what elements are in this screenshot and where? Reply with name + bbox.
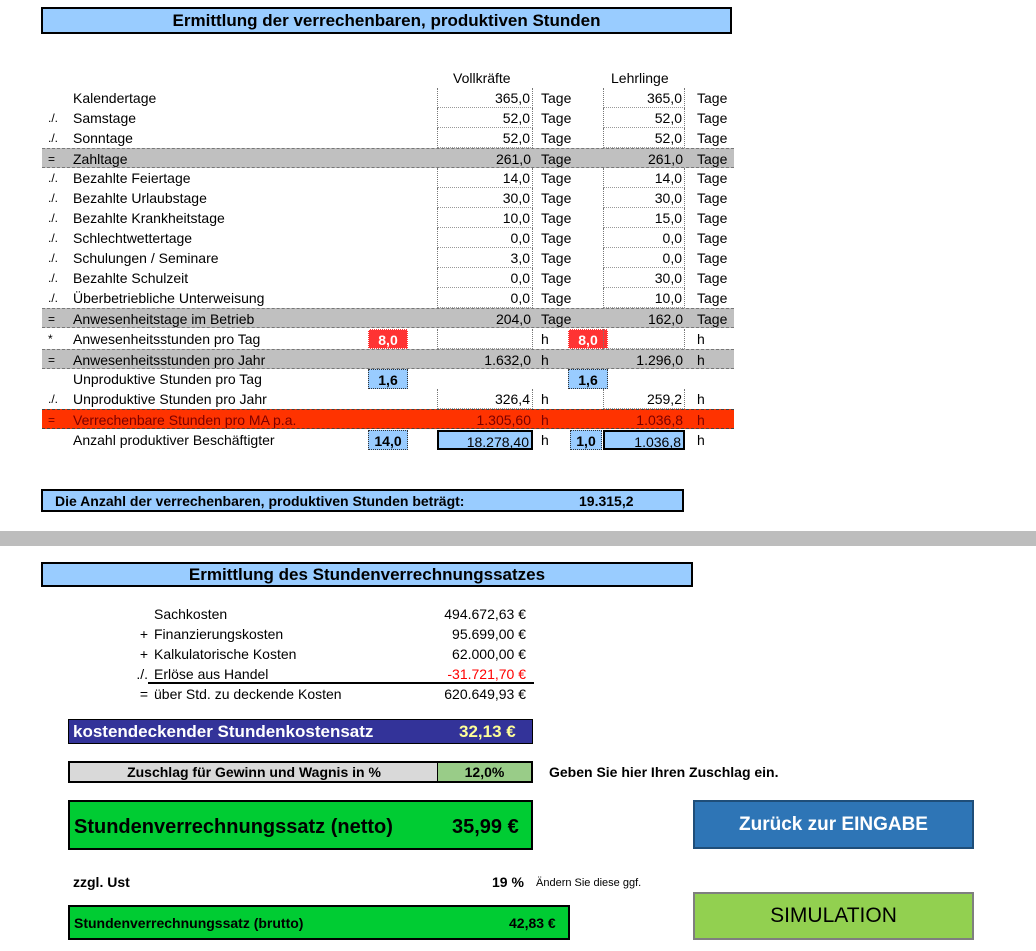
cost-op: +: [139, 646, 148, 662]
row-beschaeftigte: [42, 430, 734, 450]
row-op: =: [48, 353, 56, 367]
table-row: [42, 108, 734, 128]
total-hours-box: [41, 489, 684, 512]
row-label: Bezahlte Krankheitstage: [73, 210, 225, 226]
lr-unit: Tage: [697, 210, 728, 226]
lr-value[interactable]: 52,0: [603, 108, 685, 128]
row-op: ./.: [48, 231, 59, 245]
lr-value[interactable]: 15,0: [603, 208, 685, 228]
cost-label: Sachkosten: [154, 606, 228, 622]
table-row: [42, 168, 734, 188]
simulation-button[interactable]: SIMULATION: [693, 892, 974, 940]
cost-value: 620.649,93 €: [444, 686, 526, 702]
row-op: ./.: [48, 211, 59, 225]
ust-hint: Ändern Sie diese ggf.: [536, 877, 642, 889]
ust-label: zzgl. Ust: [73, 874, 130, 890]
col-header-lehrlinge: Lehrlinge: [611, 70, 669, 86]
vk-value[interactable]: 10,0: [437, 208, 533, 228]
lr-unit: h: [697, 331, 705, 347]
vk-value[interactable]: 3,0: [437, 248, 533, 268]
lr-employee-count-input[interactable]: 1,0: [570, 430, 602, 450]
row-label: Schlechtwettertage: [73, 230, 193, 246]
lr-unit: Tage: [697, 290, 728, 306]
row-op: ./.: [48, 291, 59, 305]
col-header-vollkraefte: Vollkräfte: [453, 70, 511, 86]
row-label: Überbetriebliche Unterweisung: [73, 290, 265, 306]
zuschlag-input[interactable]: 12,0%: [437, 761, 533, 783]
vk-unit: Tage: [541, 190, 572, 206]
lr-value[interactable]: 30,0: [603, 268, 685, 288]
table-row: [42, 308, 734, 328]
lr-value: 1.036,8: [636, 412, 683, 428]
vk-unit: Tage: [541, 230, 572, 246]
lr-value: 261,0: [647, 151, 683, 167]
cost-value: -31.721,70 €: [447, 666, 526, 682]
row-op: =: [48, 312, 56, 326]
vk-value: 18.278,40: [437, 430, 533, 450]
lr-unit: Tage: [697, 190, 728, 206]
vk-employee-count-input[interactable]: 14,0: [368, 430, 408, 450]
row-label: Anwesenheitsstunden pro Tag: [73, 331, 261, 347]
lr-value: 162,0: [647, 311, 683, 327]
row-op: ./.: [48, 271, 59, 285]
table-row: [42, 268, 734, 288]
vk-value: [437, 329, 533, 349]
vk-value: 204,0: [495, 311, 531, 327]
vk-value[interactable]: 0,0: [437, 288, 533, 308]
lr-unit: Tage: [697, 230, 728, 246]
row-unprod-jahr: [42, 389, 734, 409]
cost-op: +: [139, 626, 148, 642]
total-hours-value: 19.315,2: [579, 493, 634, 509]
vk-unit: h: [541, 391, 549, 407]
row-verrechenbar: [42, 409, 734, 429]
vk-value[interactable]: 0,0: [437, 228, 533, 248]
lr-unit: Tage: [697, 151, 728, 167]
brutto-box: [68, 905, 570, 940]
vk-unit: Tage: [541, 110, 572, 126]
cost-op: =: [139, 686, 148, 702]
vk-unit: Tage: [541, 210, 572, 226]
vk-unit: h: [541, 331, 549, 347]
cost-value: 62.000,00 €: [452, 646, 526, 662]
row-label: Bezahlte Urlaubstage: [73, 190, 207, 206]
row-label: Sonntage: [73, 130, 133, 146]
vk-unit: Tage: [541, 270, 572, 286]
back-to-input-button[interactable]: Zurück zur EINGABE: [693, 800, 974, 849]
vk-value[interactable]: 52,0: [437, 108, 533, 128]
lr-unit: Tage: [697, 270, 728, 286]
row-op: ./.: [48, 131, 59, 145]
zuschlag-label: Zuschlag für Gewinn und Wagnis in %: [127, 764, 381, 780]
vk-value: 261,0: [495, 151, 531, 167]
row-stunden-pro-tag: [42, 329, 734, 349]
lr-value: 1.296,0: [636, 352, 683, 368]
vk-value: 365,0: [437, 88, 533, 108]
cost-op: ./.: [136, 666, 148, 682]
row-label: Anzahl produktiver Beschäftigter: [73, 432, 275, 448]
row-label: Verrechenbare Stunden pro MA p.a.: [73, 412, 297, 428]
row-op: ./.: [48, 191, 59, 205]
row-op: ./.: [48, 111, 59, 125]
cost-label: Erlöse aus Handel: [154, 666, 269, 682]
vk-hours-per-day-input[interactable]: 8,0: [368, 329, 408, 349]
vk-unit: h: [541, 412, 549, 428]
netto-value: 35,99 €: [452, 816, 519, 838]
lr-unit: Tage: [697, 110, 728, 126]
lr-value[interactable]: 14,0: [603, 168, 685, 188]
lr-unit: Tage: [697, 130, 728, 146]
table-row: [42, 248, 734, 268]
table-row: [42, 88, 734, 108]
ust-input[interactable]: 19 %: [492, 874, 524, 890]
vk-unit: h: [541, 352, 549, 368]
lr-value[interactable]: 10,0: [603, 288, 685, 308]
row-label: Unproduktive Stunden pro Jahr: [73, 391, 267, 407]
brutto-label: Stundenverrechnungssatz (brutto): [74, 915, 304, 931]
lr-value[interactable]: 0,0: [603, 228, 685, 248]
row-op: ./.: [48, 171, 59, 185]
lr-unit: h: [697, 412, 705, 428]
cost-value: 494.672,63 €: [444, 606, 526, 622]
cost-value: 95.699,00 €: [452, 626, 526, 642]
section-separator: [0, 531, 1036, 546]
lr-unit: Tage: [697, 170, 728, 186]
lr-value: 365,0: [603, 88, 685, 108]
row-op: ./.: [48, 392, 59, 406]
table-row: [42, 228, 734, 248]
vk-unit: Tage: [541, 250, 572, 266]
section1-title: Ermittlung der verrechenbaren, produktiven Stunden: [41, 7, 732, 34]
zuschlag-hint: Geben Sie hier Ihren Zuschlag ein.: [549, 764, 779, 780]
lr-unit: Tage: [697, 90, 728, 106]
row-label: Bezahlte Feiertage: [73, 170, 191, 186]
vk-value: 326,4: [437, 389, 533, 409]
brutto-value: 42,83 €: [509, 915, 556, 931]
lr-value[interactable]: 30,0: [603, 188, 685, 208]
table-row: [42, 128, 734, 148]
row-label: Samstage: [73, 110, 137, 126]
vk-unit: Tage: [541, 290, 572, 306]
lr-value[interactable]: 0,0: [603, 248, 685, 268]
vk-unit: Tage: [541, 311, 572, 327]
vk-value[interactable]: 30,0: [437, 188, 533, 208]
kostendeckend-box: [68, 719, 533, 744]
row-label: Zahltage: [73, 151, 128, 167]
row-stunden-pro-jahr: [42, 349, 734, 369]
row-label: Unproduktive Stunden pro Tag: [73, 371, 262, 387]
kostendeckend-label: kostendeckender Stundenkostensatz: [73, 722, 374, 741]
row-op: ./.: [48, 251, 59, 265]
sum-line: [148, 682, 534, 684]
vk-value[interactable]: 14,0: [437, 168, 533, 188]
total-hours-label: Die Anzahl der verrechenbaren, produktiven Stunden beträgt:: [55, 493, 465, 509]
vk-value: 1.632,0: [484, 352, 531, 368]
lr-value[interactable]: 52,0: [603, 128, 685, 148]
cost-label: Finanzierungskosten: [154, 626, 284, 642]
row-op: =: [48, 152, 56, 166]
lr-value: 259,2: [603, 389, 685, 409]
table-row: [42, 208, 734, 228]
cost-label: über Std. zu deckende Kosten: [154, 686, 342, 702]
row-label: Kalendertage: [73, 90, 157, 106]
row-op: *: [48, 332, 53, 346]
row-label: Anwesenheitsstunden pro Jahr: [73, 352, 266, 368]
lr-unprod-hours-input[interactable]: 1,6: [568, 369, 608, 389]
row-label: Schulungen / Seminare: [73, 250, 219, 266]
table-row: [42, 288, 734, 308]
row-op: =: [48, 413, 56, 427]
vk-unit: Tage: [541, 170, 572, 186]
lr-unit: Tage: [697, 250, 728, 266]
lr-unit: h: [697, 432, 705, 448]
cost-label: Kalkulatorische Kosten: [154, 646, 297, 662]
netto-box: [68, 800, 533, 850]
vk-value[interactable]: 52,0: [437, 128, 533, 148]
kostendeckend-value: 32,13 €: [459, 722, 516, 741]
lr-unit: h: [697, 352, 705, 368]
row-label: Bezahlte Schulzeit: [73, 270, 189, 286]
vk-value[interactable]: 0,0: [437, 268, 533, 288]
lr-unit: Tage: [697, 311, 728, 327]
netto-label: Stundenverrechnungssatz (netto): [74, 816, 393, 838]
vk-unit: Tage: [541, 151, 572, 167]
vk-unit: Tage: [541, 130, 572, 146]
section2-title: Ermittlung des Stundenverrechnungssatzes: [41, 562, 693, 587]
lr-value: [603, 329, 685, 349]
vk-unit: h: [541, 432, 549, 448]
vk-value: 1.305,60: [476, 412, 531, 428]
lr-value: 1.036,8: [603, 430, 685, 450]
vk-unprod-hours-input[interactable]: 1,6: [368, 369, 408, 389]
table-row: [42, 188, 734, 208]
lr-unit: h: [697, 391, 705, 407]
vk-unit: Tage: [541, 90, 572, 106]
row-label: Anwesenheitstage im Betrieb: [73, 311, 255, 327]
table-row: [42, 148, 734, 168]
row-unprod-tag: [42, 369, 734, 389]
lr-hours-per-day-input[interactable]: 8,0: [568, 329, 608, 349]
